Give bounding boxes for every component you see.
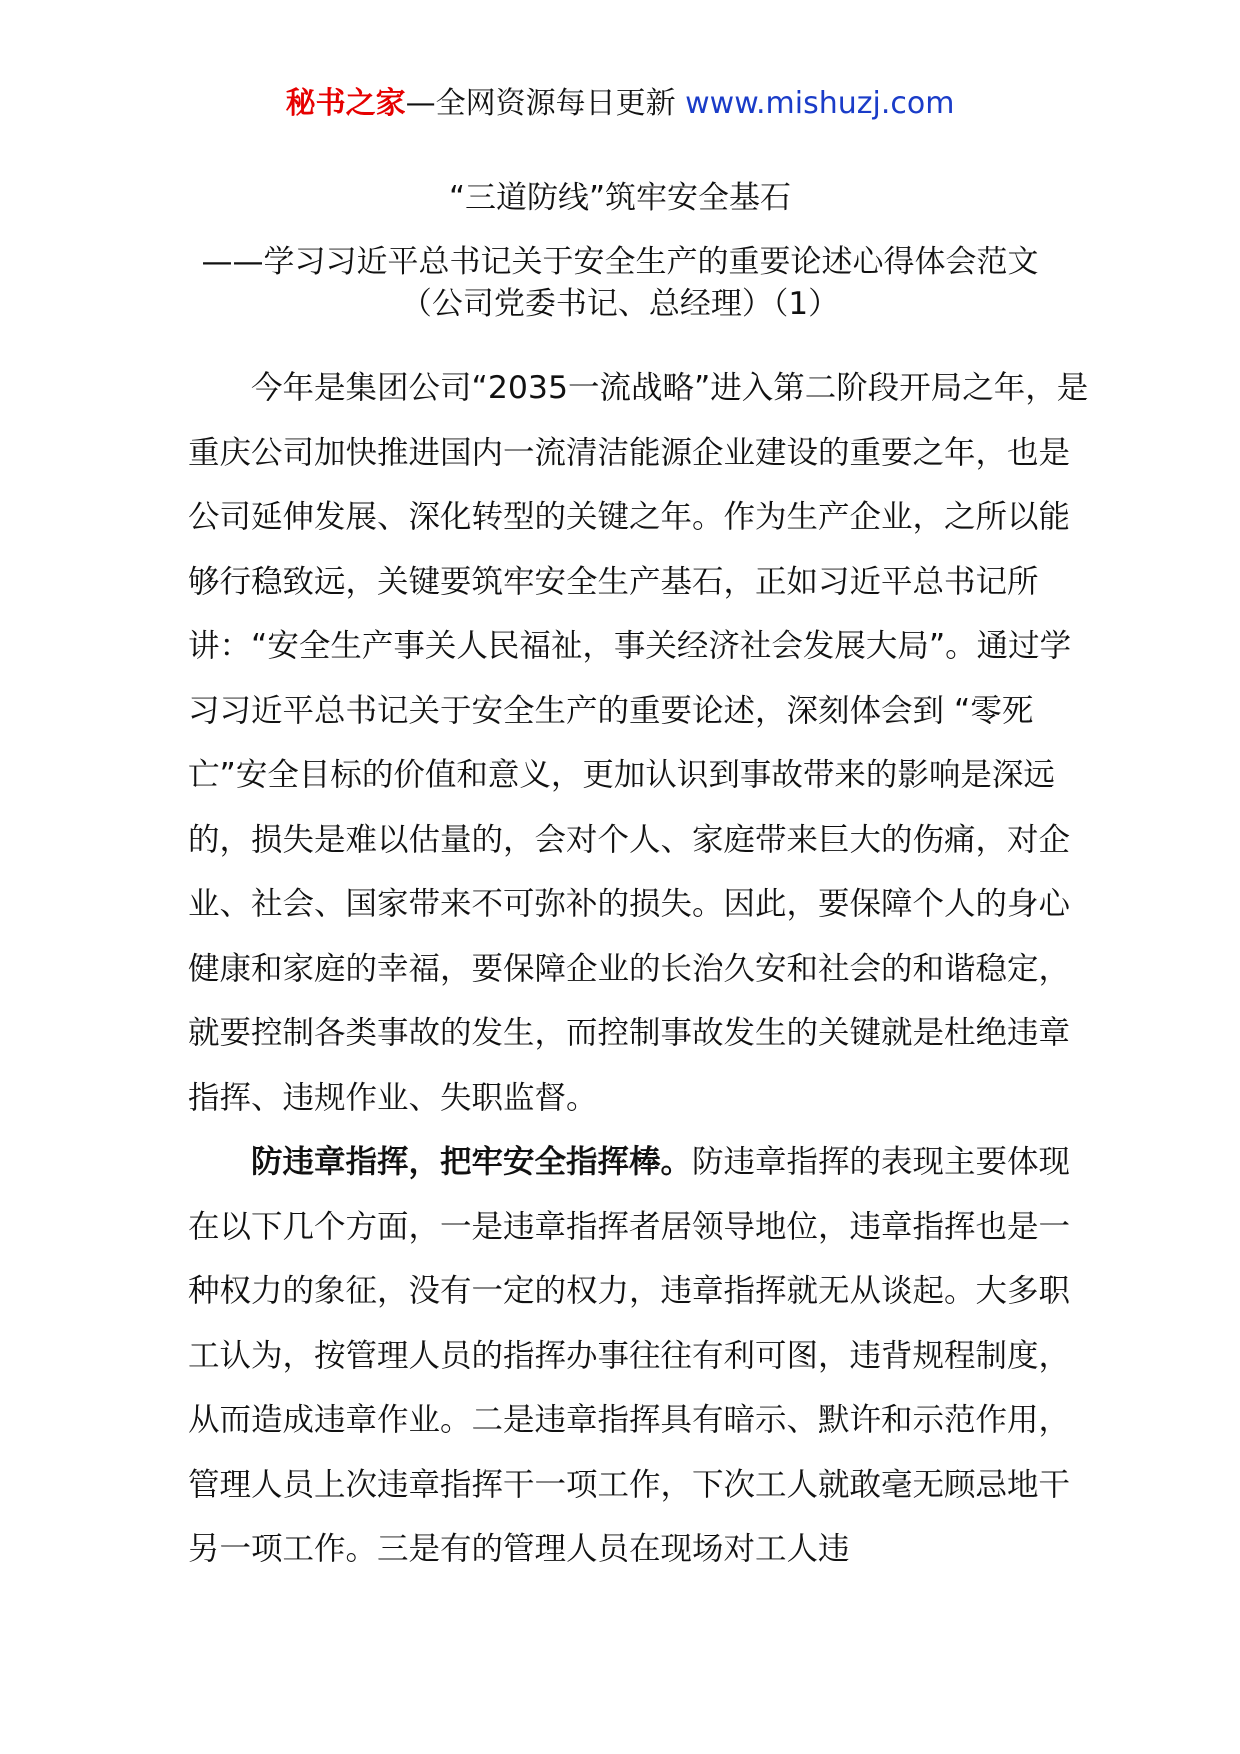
site-header (0, 84, 1240, 124)
paragraph-text: 防违章指挥的表现主要体现在以下几个方面，一是违章指挥者居领导地位，违章指挥也是一种权力的象征，没有一定的权力，违章指挥就无从谈起。大多职工认为，按管理人员的指挥办事往往有利可图，违背规程制度，从而造成违章作业。二是违章指挥具有暗示、默许和示范作用，管理人员上次违章指挥干一项工作，下次工人就敢毫无顾忌地干另一项工作。三是有的管理人员在现场对工人违 (188, 1144, 1071, 1567)
site-url-link[interactable]: www.mishuzj.com (685, 86, 955, 121)
paragraph-intro (188, 356, 1092, 1130)
document-author-note: （公司党委书记、总经理）（1） (400, 286, 840, 322)
document-title: “三道防线”筑牢安全基石 (448, 180, 792, 216)
paragraph-text: 今年是集团公司“2035一流战略”进入第二阶段开局之年，是重庆公司加快推进国内一流清洁能源企业建设的重要之年，也是公司延伸发展、深化转型的关键之年。作为生产企业，之所以能够行稳致远，关键要筑牢安全生产基石，正如习近平总书记所讲：“安全生产事关人民福祉，事关经济社会发展大局”。通过学习习近平总书记关于安全生产的重要论述，深刻体会到 “零死亡”安全目标的价值和意义，更加认识到事故带来的影响是深远的，损失是难以估量的，会对个人、家庭带来巨大的伤痛，对企业、社会、国家带来不可弥补的损失。因此，要保障个人的身心健康和家庭的幸福，要保障企业的长治久安和社会的和谐稳定，就要控制各类事故的发生，而控制事故发生的关键就是杜绝违章指挥、违规作业、失职监督。 (188, 370, 1089, 1116)
document-body (188, 356, 1092, 1582)
paragraph-lead: 防违章指挥，把牢安全指挥棒。 (251, 1144, 693, 1180)
paragraph-section-1 (188, 1130, 1092, 1582)
brand-name: 秘书之家 (285, 86, 406, 121)
header-tagline: —全网资源每日更新 (405, 86, 686, 121)
document-subtitle: ——学习习近平总书记关于安全生产的重要论述心得体会范文 (201, 244, 1039, 280)
